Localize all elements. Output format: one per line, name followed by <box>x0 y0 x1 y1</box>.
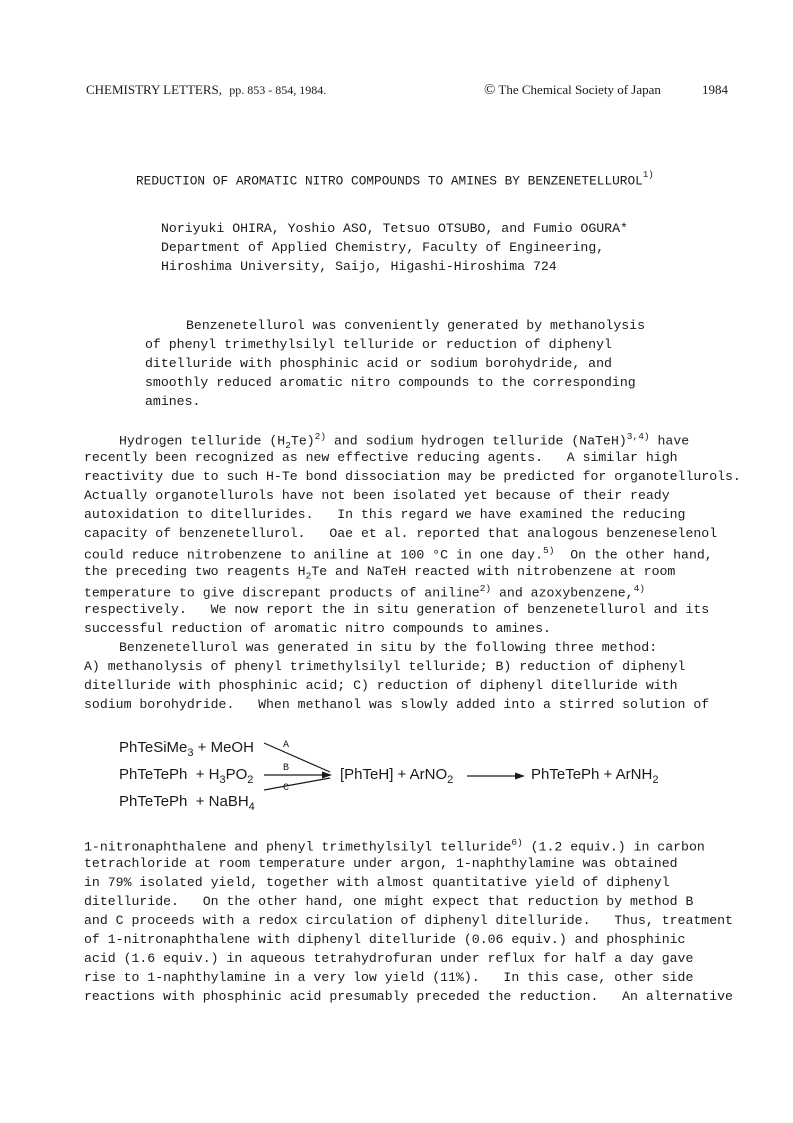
body-line: reactivity due to such H-Te bond dissociation may be predicted for organotellurols. <box>84 469 741 484</box>
text-run: PhTeTePh + ArNH <box>531 766 653 783</box>
subscript: 2 <box>305 570 312 582</box>
arrow-label-a: A <box>283 740 290 751</box>
arrow-label-c: C <box>283 783 290 794</box>
title-ref: 1) <box>642 170 654 180</box>
reference-mark: 6) <box>511 837 523 848</box>
text-run: PhTeTePh + NaBH <box>119 793 249 810</box>
body-line: reactions with phosphinic acid presumably preceded the reduction. An alternative <box>84 989 733 1004</box>
product <box>531 767 658 786</box>
body-line <box>84 565 675 581</box>
text-run: Te) <box>290 433 315 449</box>
journal-pages: pp. 853 - 854, 1984. <box>229 83 327 97</box>
authors: Noriyuki OHIRA, Yoshio ASO, Tetsuo OTSUBO, and Fumio OGURA* <box>161 221 628 236</box>
abstract-line: ditelluride with phosphinic acid or sodium borohydride, and <box>145 356 612 371</box>
text-run: [PhTeH] + ArNO <box>340 766 448 783</box>
body-line: autoxidation to ditellurides. In this regard we have examined the reducing <box>84 507 686 522</box>
body-line: and C proceeds with a redox circulation of diphenyl ditelluride. Thus, treatment <box>84 913 733 928</box>
text-run: could reduce nitrobenzene to aniline at 100 °C in one day. <box>84 547 543 563</box>
text-run: have <box>649 433 690 449</box>
reactant-a <box>119 740 254 759</box>
text-run: + MeOH <box>193 739 254 756</box>
text-run: On the other hand, <box>554 547 713 563</box>
reference-mark: 4) <box>633 583 645 594</box>
subscript: 2 <box>285 440 291 452</box>
reaction-arrow-icon <box>465 769 527 783</box>
body-line: of 1-nitronaphthalene with diphenyl ditelluride (0.06 equiv.) and phosphinic <box>84 932 686 947</box>
reference-mark: 2) <box>314 431 327 442</box>
subscript: 3 <box>187 747 194 759</box>
body-line: ditelluride with phosphinic acid; C) reduction of diphenyl ditelluride with <box>84 678 678 693</box>
body-line <box>84 546 713 562</box>
reference-mark: 5) <box>543 545 555 556</box>
article-title <box>136 172 696 188</box>
copyright-line <box>484 82 661 99</box>
body-line: recently been recognized as new effective reducing agents. A similar high <box>84 450 678 465</box>
text-run: PO <box>225 766 248 783</box>
text-run: (1.2 equiv.) in carbon <box>522 839 705 855</box>
intermediate <box>340 767 453 786</box>
abstract-line: of phenyl trimethylsilyl telluride or reduction of diphenyl <box>145 337 612 352</box>
subscript: 2 <box>447 774 454 786</box>
body-line: Benzenetellurol was generated in situ by the following three method: <box>119 640 658 655</box>
text-run: PhTeSiMe <box>119 739 188 756</box>
journal-header <box>86 82 326 98</box>
text-run: the preceding two reagents H <box>84 564 306 579</box>
copyright-icon: © <box>484 82 496 98</box>
body-line: Actually organotellurols have not been isolated yet because of their ready <box>84 488 670 503</box>
body-line: ditelluride. On the other hand, one might expect that reduction by method B <box>84 894 694 909</box>
reference-mark: 3,4) <box>626 431 650 442</box>
body-line: acid (1.6 equiv.) in aqueous tetrahydrofuran under reflux for half a day gave <box>84 951 694 966</box>
text-run: Te and NaTeH reacted with nitrobenzene at room <box>311 564 676 579</box>
text-run: Hydrogen telluride (H <box>119 433 286 449</box>
body-line <box>119 432 689 451</box>
subscript: 2 <box>247 774 254 786</box>
subscript: 2 <box>652 774 659 786</box>
body-line: rise to 1-naphthylamine in a very low yield (11%). In this case, other side <box>84 970 694 985</box>
text-run: 1-nitronaphthalene and phenyl trimethylsilyl telluride <box>84 839 512 855</box>
converging-arrows-icon <box>258 736 338 792</box>
arrow-label-b: B <box>283 763 290 774</box>
subscript: 3 <box>219 774 226 786</box>
society-name: The Chemical Society of Japan <box>498 82 661 97</box>
abstract-line: Benzenetellurol was conveniently generated by methanolysis <box>186 318 645 333</box>
body-line: capacity of benzenetellurol. Oae et al. reported that analogous benzeneselenol <box>84 526 718 541</box>
affiliation-line-1: Department of Applied Chemistry, Faculty of Engineering, <box>161 240 605 255</box>
body-line: sodium borohydride. When methanol was slowly added into a stirred solution of <box>84 697 710 712</box>
affiliation-line-2: Hiroshima University, Saijo, Higashi-Hiroshima 724 <box>161 259 557 274</box>
subscript: 4 <box>248 801 255 813</box>
reference-mark: 2) <box>479 583 492 594</box>
abstract-line: smoothly reduced aromatic nitro compounds to the corresponding <box>145 375 636 390</box>
journal-name: CHEMISTRY LETTERS, <box>86 82 223 97</box>
body-line: in 79% isolated yield, together with almost quantitative yield of diphenyl <box>84 875 670 890</box>
text-run: and azoxybenzene, <box>491 585 634 601</box>
text-run: PhTeTePh + H <box>119 766 220 783</box>
reactant-b <box>119 767 253 786</box>
body-line: successful reduction of aromatic nitro compounds to amines. <box>84 621 551 636</box>
text-run: and sodium hydrogen telluride (NaTeH) <box>326 433 627 449</box>
body-line <box>84 838 705 854</box>
body-line: A) methanolysis of phenyl trimethylsilyl telluride; B) reduction of diphenyl <box>84 659 686 674</box>
reactant-c <box>119 794 255 813</box>
body-line: tetrachloride at room temperature under argon, 1-naphthylamine was obtained <box>84 856 678 871</box>
abstract-line: amines. <box>145 394 201 409</box>
body-line: respectively. We now report the in situ generation of benzenetellurol and its <box>84 602 710 617</box>
header-year: 1984 <box>702 82 728 97</box>
body-line <box>84 584 645 600</box>
text-run: temperature to give discrepant products of aniline <box>84 585 480 601</box>
title-text: REDUCTION OF AROMATIC NITRO COMPOUNDS TO AMINES BY BENZENETELLUROL <box>136 173 643 189</box>
